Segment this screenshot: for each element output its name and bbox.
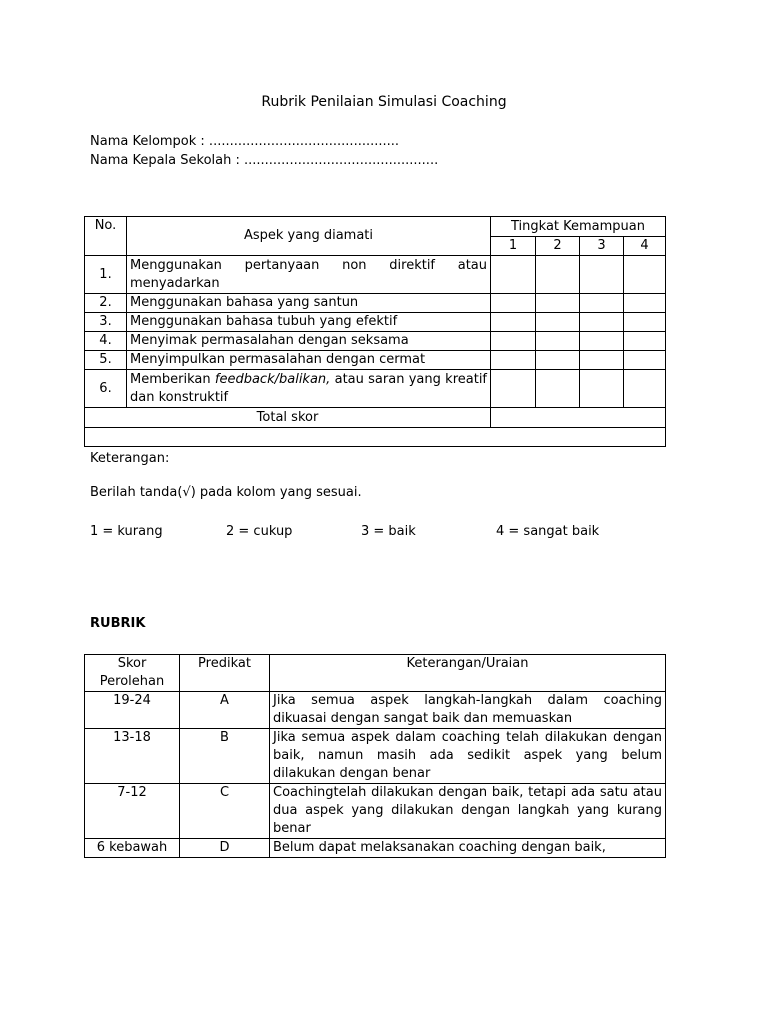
- row-number: 4.: [85, 332, 127, 351]
- page-title: Rubrik Penilaian Simulasi Coaching: [261, 94, 507, 110]
- check-cell[interactable]: [580, 351, 624, 370]
- skala-legend: [0, 524, 768, 544]
- table-row: [85, 351, 666, 370]
- aspek-cell: Menggunakan pertanyaan non direktif atau menyadarkan: [127, 256, 491, 294]
- check-cell[interactable]: [580, 294, 624, 313]
- header-predikat: Predikat: [180, 655, 270, 692]
- check-cell[interactable]: [624, 351, 666, 370]
- total-row: [85, 408, 666, 428]
- check-cell[interactable]: [536, 313, 580, 332]
- row-number: 5.: [85, 351, 127, 370]
- check-cell[interactable]: [624, 256, 666, 294]
- row-number: 1.: [85, 256, 127, 294]
- header-keterangan: Keterangan/Uraian: [270, 655, 666, 692]
- nama-kelompok-field: Nama Kelompok : ..............................................: [90, 134, 400, 149]
- check-cell[interactable]: [491, 294, 536, 313]
- skala-item: 2 = cukup: [226, 524, 293, 539]
- check-cell[interactable]: [491, 256, 536, 294]
- check-cell[interactable]: [624, 370, 666, 408]
- aspek-cell: Menyimpulkan permasalahan dengan cermat: [127, 351, 491, 370]
- aspek-cell: Memberikan feedback/balikan, atau saran yang kreatif dan konstruktif: [127, 370, 491, 408]
- header-aspek: Aspek yang diamati: [127, 217, 491, 256]
- row-number: 6.: [85, 370, 127, 408]
- predikat-cell: A: [180, 692, 270, 729]
- check-cell[interactable]: [580, 332, 624, 351]
- total-skor-label: Total skor: [85, 408, 491, 428]
- header-tingkat-kemampuan: Tingkat Kemampuan: [491, 217, 666, 237]
- table-row: [85, 784, 666, 839]
- table-row: [85, 256, 666, 294]
- check-cell[interactable]: [536, 256, 580, 294]
- check-cell[interactable]: [536, 370, 580, 408]
- check-cell[interactable]: [536, 294, 580, 313]
- table-row: [85, 313, 666, 332]
- table-row: [85, 839, 666, 858]
- table-row: [85, 729, 666, 784]
- uraian-cell: Coachingtelah dilakukan dengan baik, tetapi ada satu atau dua aspek yang dilakukan dengan langkah yang kurang benar: [270, 784, 666, 839]
- skor-cell: 13-18: [85, 729, 180, 784]
- skala-item: 3 = baik: [361, 524, 416, 539]
- row-number: 2.: [85, 294, 127, 313]
- instruksi-text: Berilah tanda(√) pada kolom yang sesuai.: [90, 485, 362, 500]
- uraian-cell: Jika semua aspek langkah-langkah dalam coaching dikuasai dengan sangat baik dan memuaskan: [270, 692, 666, 729]
- check-cell[interactable]: [580, 313, 624, 332]
- level-header: 1: [491, 237, 536, 256]
- table-row: [85, 294, 666, 313]
- uraian-cell: Belum dapat melaksanakan coaching dengan baik,: [270, 839, 666, 858]
- aspek-cell: Menggunakan bahasa yang santun: [127, 294, 491, 313]
- rubrik-table: [84, 654, 666, 858]
- check-cell[interactable]: [491, 313, 536, 332]
- nama-kepala-sekolah-field: Nama Kepala Sekolah : ...............................................: [90, 153, 439, 168]
- skor-cell: 19-24: [85, 692, 180, 729]
- skala-item: 4 = sangat baik: [496, 524, 600, 539]
- check-cell[interactable]: [491, 332, 536, 351]
- level-header: 4: [624, 237, 666, 256]
- header-no: No.: [85, 217, 127, 256]
- check-cell[interactable]: [624, 294, 666, 313]
- check-cell[interactable]: [536, 332, 580, 351]
- table-row: [85, 332, 666, 351]
- keterangan-label: Keterangan:: [90, 451, 170, 466]
- aspek-cell: Menyimak permasalahan dengan seksama: [127, 332, 491, 351]
- empty-cell: [85, 428, 666, 447]
- predikat-cell: B: [180, 729, 270, 784]
- check-cell[interactable]: [580, 256, 624, 294]
- skala-item: 1 = kurang: [90, 524, 163, 539]
- total-skor-cell[interactable]: [491, 408, 666, 428]
- check-cell[interactable]: [491, 351, 536, 370]
- check-cell[interactable]: [491, 370, 536, 408]
- check-cell[interactable]: [580, 370, 624, 408]
- skor-cell: 7-12: [85, 784, 180, 839]
- check-cell[interactable]: [624, 332, 666, 351]
- header-skor: Skor Perolehan: [85, 655, 180, 692]
- skor-cell: 6 kebawah: [85, 839, 180, 858]
- level-header: 3: [580, 237, 624, 256]
- rubrik-heading: RUBRIK: [90, 616, 146, 631]
- predikat-cell: D: [180, 839, 270, 858]
- check-cell[interactable]: [536, 351, 580, 370]
- table-row: [85, 370, 666, 408]
- aspek-cell: Menggunakan bahasa tubuh yang efektif: [127, 313, 491, 332]
- check-cell[interactable]: [624, 313, 666, 332]
- predikat-cell: C: [180, 784, 270, 839]
- level-header: 2: [536, 237, 580, 256]
- uraian-cell: Jika semua aspek dalam coaching telah dilakukan dengan baik, namun masih ada sedikit aspek yang belum dilakukan dengan benar: [270, 729, 666, 784]
- empty-row: [85, 428, 666, 447]
- row-number: 3.: [85, 313, 127, 332]
- table-row: [85, 692, 666, 729]
- assessment-table: [84, 216, 666, 447]
